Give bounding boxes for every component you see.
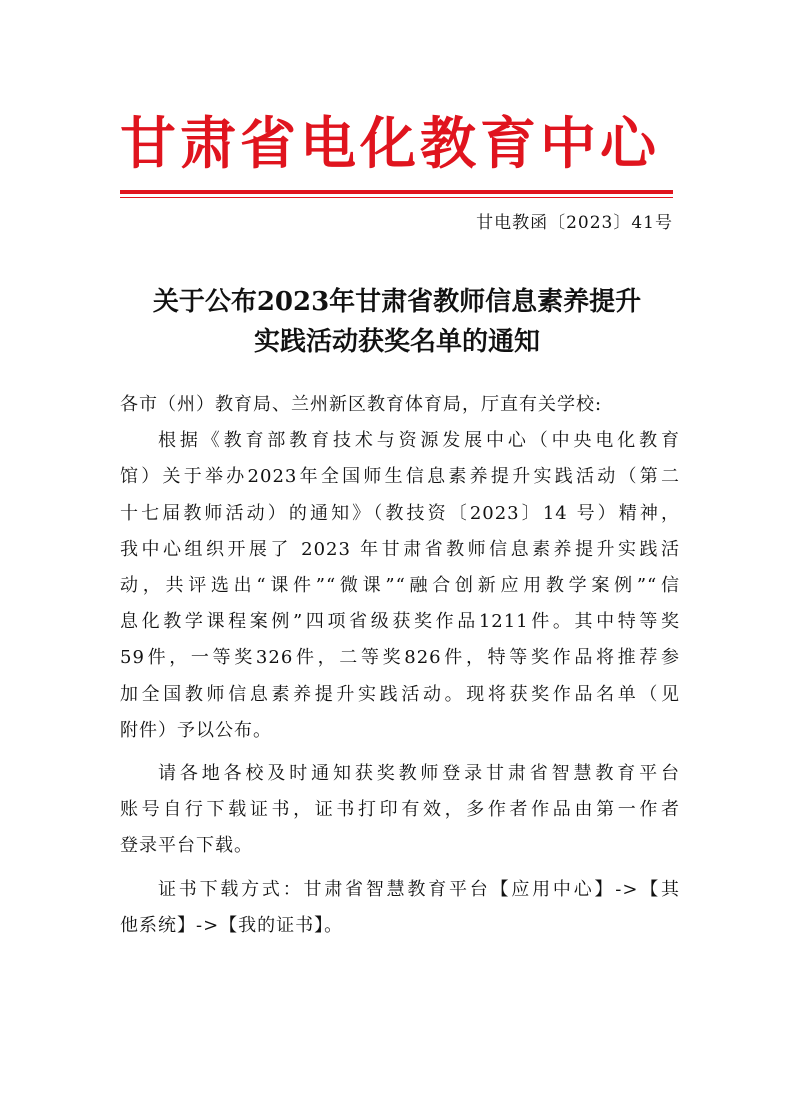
paragraph-gap [120,865,680,872]
paragraph-1-line: 附件）予以公布。 [120,719,272,741]
organization-name-header: 甘肃省电化教育中心 [120,111,660,177]
paragraph-1-line: 根据《教育部教育技术与资源发展中心（中央电化教育 [158,430,680,452]
paragraph-1-line: 我中心组织开展了 2023 年甘肃省教师信息素养提升实践活 [120,538,680,560]
paragraph-2-line: 账号自行下载证书，证书打印有效，多作者作品由第一作者 [120,799,680,821]
paragraph-2-line: 登录平台下载。 [120,835,253,857]
document-number: 甘电教函〔2023〕41号 [476,213,673,233]
paragraph-3-line: 证书下载方式：甘肃省智慧教育平台【应用中心】->【其 [158,878,680,900]
paragraph-1-line: 馆）关于举办2023年全国师生信息素养提升实践活动（第二 [120,466,680,488]
document-title-line-1: 关于公布2023年甘肃省教师信息素养提升 [152,287,642,317]
salutation: 各市（州）教育局、兰州新区教育体育局，厅直有关学校: [120,394,603,415]
paragraph-3-line: 他系统】->【我的证书】。 [120,914,344,936]
document-body [120,387,680,944]
paragraph-1-line: 59件，一等奖326件，二等奖826件，特等奖作品将推荐参 [120,647,680,669]
paragraph-1-line: 动，共评选出“课件”“微课”“融合创新应用教学案例”“信 [120,575,680,597]
red-header-rule-thin [120,197,673,198]
paragraph-1-line: 十七届教师活动）的通知》（教技资〔2023〕14 号）精神， [120,502,680,524]
document-title-line-2: 实践活动获奖名单的通知 [253,327,540,357]
paragraph-2-line: 请各地各校及时通知获奖教师登录甘肃省智慧教育平台 [158,763,680,785]
paragraph-1-line: 加全国教师信息素养提升实践活动。现将获奖作品名单（见 [120,683,680,705]
paragraph-gap [120,749,680,756]
document-title [100,282,694,362]
red-header-rule-thick [120,190,673,194]
paragraph-1-line: 息化教学课程案例”四项省级获奖作品1211件。其中特等奖 [120,611,680,633]
